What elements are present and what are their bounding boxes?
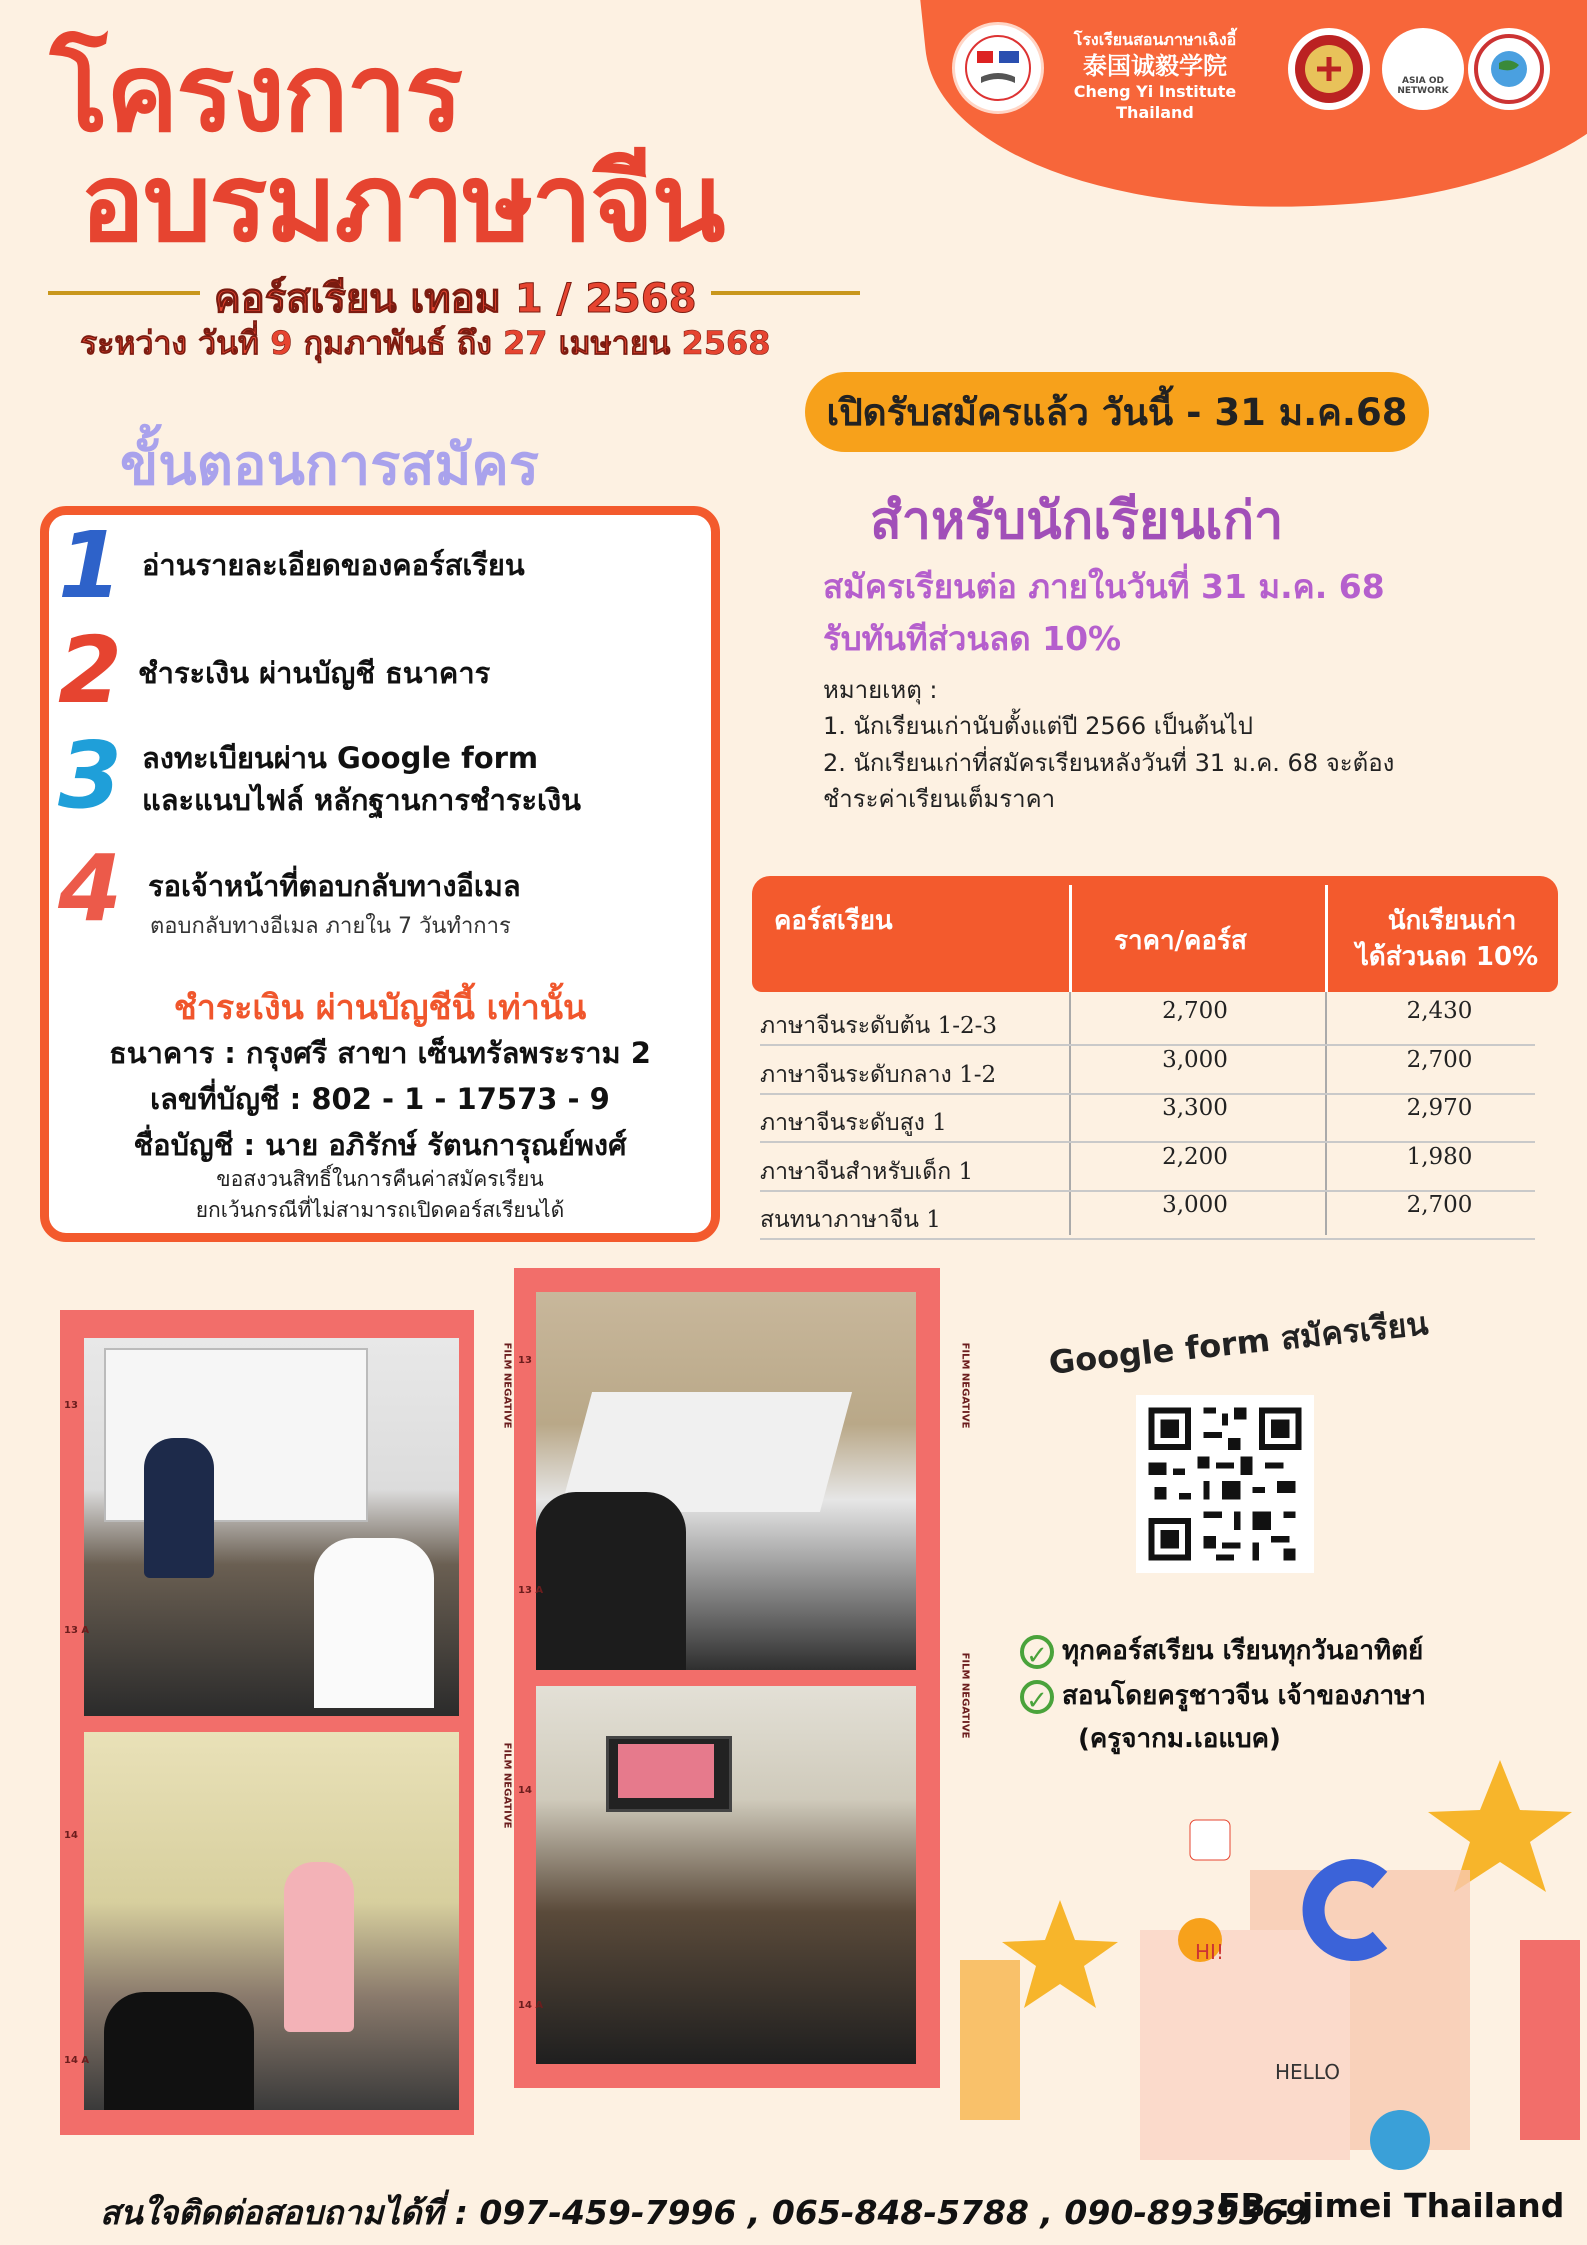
payment-note-2: ยกเว้นกรณีที่ไม่สามารถเปิดคอร์สเรียนได้ — [195, 1198, 565, 1222]
footer-facebook: FB : jimei Thailand — [1218, 2186, 1565, 2225]
classroom-photo-1 — [84, 1338, 459, 1716]
course-name-cell: ภาษาจีนระดับต้น 1-2-3 — [760, 1013, 998, 1039]
step-2-text: ชำระเงิน ผ่านบัญชี ธนาคาร — [138, 656, 491, 690]
remarks-title: หมายเหตุ : — [823, 676, 938, 704]
steps-title: ขั้นตอนการสมัคร — [120, 433, 539, 498]
step-2-number: 2 — [58, 617, 123, 724]
film-frame-13a: 13 A — [64, 1625, 90, 1636]
film-label: FILM NEGATIVE — [959, 1342, 971, 1429]
film-frame-14a: 14 A — [518, 2000, 544, 2011]
partner-seal-icon — [1288, 28, 1370, 110]
payment-note-1: ขอสงวนสิทธิ์ในการคืนค่าสมัครเรียน — [216, 1167, 544, 1191]
term-dates: ระหว่าง วันที่ 9 กุมภาพันธ์ ถึง 27 เมษายน 2568 — [80, 324, 771, 362]
film-frame-14a: 14 A — [64, 2055, 90, 2066]
payment-account-name: ชื่อบัญชี : นาย อภิรักษ์ รัตนการุณย์พงศ์ — [133, 1128, 627, 1162]
price-cell: 2,700 — [1162, 998, 1228, 1024]
google-form-qr-code[interactable] — [1136, 1395, 1314, 1573]
classroom-photo-2 — [84, 1732, 459, 2110]
film-frame-14: 14 — [518, 1785, 532, 1796]
table-divider — [1325, 885, 1328, 992]
step-3-number: 3 — [58, 722, 123, 829]
old-students-title: สำหรับนักเรียนเก่า — [870, 491, 1284, 551]
remarks-3: ชำระค่าเรียนเต็มราคา — [823, 785, 1056, 814]
partner-globe-icon — [1468, 28, 1550, 110]
check-icon: ✓ — [1020, 1680, 1054, 1714]
discount-price-cell: 1,980 — [1406, 1143, 1473, 1170]
asia-od-network-logo — [1382, 28, 1464, 110]
step-4-number: 4 — [58, 835, 123, 942]
table-row — [760, 1192, 1535, 1240]
asia-od-network-text: ASIA OD NETWORK — [1397, 76, 1449, 96]
payment-heading: ชำระเงิน ผ่านบัญชีนี้ เท่านั้น — [173, 988, 587, 1028]
google-form-title: Google form สมัครเรียน — [1047, 1304, 1430, 1382]
discount-price-cell: 2,700 — [1406, 1046, 1473, 1073]
step-1-text: อ่านรายละเอียดของคอร์สเรียน — [142, 548, 525, 582]
old-students-line-1: สมัครเรียนต่อ ภายในวันที่ 31 ม.ค. 68 — [823, 567, 1385, 606]
col-course: คอร์สเรียน — [774, 906, 893, 936]
price-cell: 3,000 — [1162, 1192, 1228, 1218]
step-4-text: รอเจ้าหน้าที่ตอบกลับทางอีเมล — [148, 869, 521, 903]
price-table-header — [752, 876, 1558, 992]
feature-2-text: สอนโดยครูชาวจีน เจ้าของภาษา — [1062, 1681, 1426, 1711]
price-cell: 3,300 — [1162, 1095, 1228, 1121]
old-students-line-2: รับทันทีส่วนลด 10% — [823, 619, 1122, 658]
price-cell: 2,200 — [1162, 1143, 1228, 1170]
col-price: ราคา/คอร์ส — [1114, 926, 1247, 956]
course-name-cell: สนทนาภาษาจีน 1 — [760, 1207, 941, 1233]
table-row — [760, 1095, 1535, 1143]
feature-2 — [1020, 1675, 1426, 1716]
film-label: FILM NEGATIVE — [959, 1652, 971, 1739]
film-frame-14: 14 — [64, 1830, 78, 1841]
discount-price-cell: 2,970 — [1406, 1095, 1473, 1121]
step-3-text: ลงทะเบียนผ่าน Google form — [142, 741, 539, 775]
step-4-sub: ตอบกลับทางอีเมล ภายใน 7 วันทำการ — [150, 914, 511, 939]
remarks-1: 1. นักเรียนเก่านับตั้งแต่ปี 2566 เป็นต้นไป — [823, 712, 1253, 741]
title-line2: อบรมภาษาจีน — [80, 141, 724, 266]
term-label: คอร์สเรียน เทอม 1 / 2568 — [200, 266, 711, 330]
course-name-cell: ภาษาจีนสำหรับเด็ก 1 — [760, 1158, 974, 1185]
film-label: FILM NEGATIVE — [501, 1742, 513, 1829]
film-frame-13: 13 — [518, 1355, 532, 1366]
school-name-cn: 泰国诚毅学院 — [1083, 51, 1227, 80]
step-3-text-2: และแนบไฟล์ หลักฐานการชำระเงิน — [142, 783, 581, 817]
registration-open-pill: เปิดรับสมัครแล้ว วันนี้ - 31 ม.ค.68 — [805, 372, 1429, 452]
remarks-2: 2. นักเรียนเก่าที่สมัครเรียนหลังวันที่ 31 ม.ค. 68 จะต้อง — [823, 748, 1395, 777]
price-cell: 3,000 — [1162, 1046, 1228, 1073]
step-1-number: 1 — [58, 512, 123, 619]
col-old-student: นักเรียนเก่า — [1387, 906, 1517, 936]
film-label: FILM NEGATIVE — [501, 1342, 513, 1429]
table-row — [760, 1047, 1535, 1095]
school-emblem-icon — [952, 22, 1044, 114]
school-name-en: Cheng Yi Institute Thailand — [1073, 81, 1237, 122]
remarks — [823, 672, 1443, 818]
hi-bubble: HI! — [1195, 1940, 1224, 1964]
course-name-cell: ภาษาจีนระดับกลาง 1-2 — [760, 1061, 997, 1088]
table-row — [760, 1144, 1535, 1192]
feature-1 — [1020, 1630, 1423, 1671]
title-line1: โครงการ — [50, 31, 462, 156]
school-name-th: โรงเรียนสอนภาษาเฉิงอี้ — [1073, 30, 1237, 49]
discount-price-cell: 2,700 — [1406, 1192, 1473, 1218]
classroom-photo-3 — [536, 1292, 916, 1670]
footer-contact: สนใจติดต่อสอบถามได้ที่ : 097-459-7996 , 065-848-5788 , 090-8939369 — [100, 2193, 1308, 2232]
table-row — [760, 998, 1535, 1046]
col-discount: ได้ส่วนลด 10% — [1355, 942, 1539, 972]
hello-bubble: HELLO — [1275, 2060, 1340, 2084]
check-icon: ✓ — [1020, 1635, 1054, 1669]
payment-account-no: เลขที่บัญชี : 802 - 1 - 17573 - 9 — [150, 1082, 610, 1116]
film-frame-13a: 13 A — [518, 1585, 544, 1596]
course-name-cell: ภาษาจีนระดับสูง 1 — [760, 1110, 947, 1136]
school-logo — [952, 22, 1044, 114]
film-frame-13: 13 — [64, 1400, 78, 1411]
payment-bank: ธนาคาร : กรุงศรี สาขา เซ็นทรัลพระราม 2 — [109, 1036, 651, 1070]
school-name — [1040, 30, 1270, 124]
feature-2-sub: (ครูจากม.เอแบค) — [1078, 1724, 1281, 1754]
feature-1-text: ทุกคอร์สเรียน เรียนทุกวันอาทิตย์ — [1062, 1636, 1424, 1666]
learning-illustration — [960, 1740, 1587, 2170]
table-divider — [1069, 885, 1072, 992]
discount-price-cell: 2,430 — [1406, 998, 1473, 1024]
classroom-photo-4 — [536, 1686, 916, 2064]
